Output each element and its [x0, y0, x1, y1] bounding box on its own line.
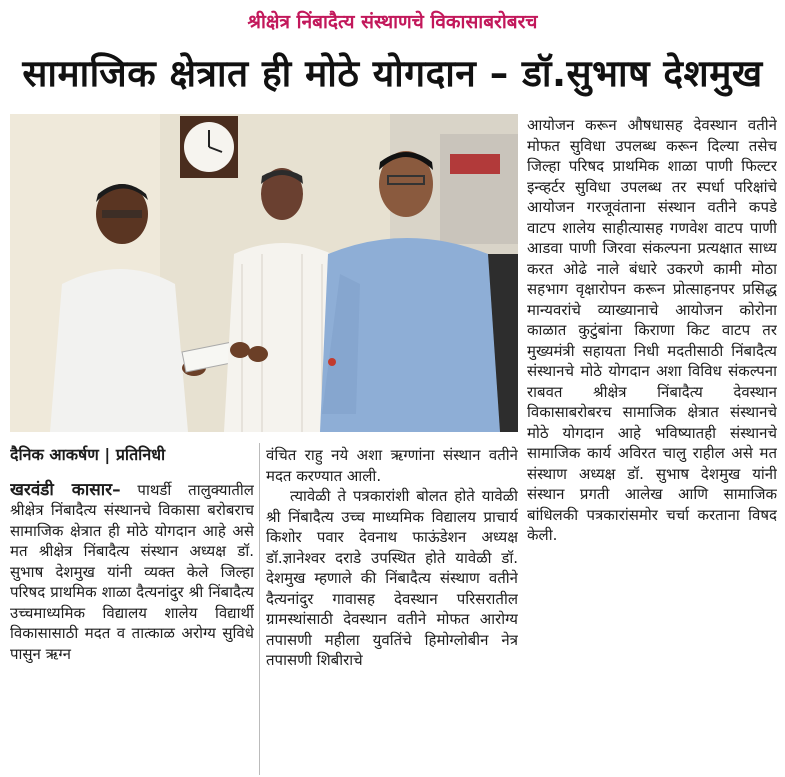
main-headline: सामाजिक क्षेत्रात ही मोठे योगदान – डॉ.सुभाष देशमुख: [22, 52, 763, 95]
dateline: खरवंडी कासार–: [10, 479, 121, 500]
paragraph-initiatives: आयोजन करून औषधासह देवस्थान वतीने मोफत सुविधा उपलब्ध करून दिल्या तसेच जिल्हा परिषद प्राथमिक शाळा पाणी फिल्टर इन्व्हर्टर सुविधा उपलब्ध तर स्पर्धा परिक्षांचे आयोजन गरजूवंताना संस्थान वतीने कपडे वाटप शालेय साहीत्यासह गणवेश वाटप पाणी आडवा पाणी जिरवा संकल्पना प्रत्यक्षात साध्य करत ओढे नाले बंधारे उकरणे कामी मोठा सहभाग वृक्षारोपन करून प्रोत्साहनपर प्रसिद्ध मान्यवरांचे व्याख्यानाचे आयोजन कोरोना काळात कुटुंबांना किराणा किट वाटप तर मुख्यमंत्री सहायता निधी मदतीसाठी निंबादैत्य संस्थानचे मोठे योगदान अशा विविध संकल्पना राबवत श्रीक्षेत्र निंबादैत्य देवस्थान विकासाबरोबरच सामाजिक क्षेत्रात संस्थानचे मोठे योगदान आहे भविष्यातही संस्थानचे सामाजिक कार्य अविरत चालु राहील असे मत संस्थाण अध्यक्ष डॉ. सुभाष देशमुख यांनी संस्थान प्रगती आलेख आणि सामाजिक बांधिलकी पत्रकारांसमोर चर्चा करताना विषद केली.: [527, 116, 777, 544]
article-column-left: [10, 445, 254, 775]
wall-clock-icon: [180, 116, 238, 178]
byline: दैनिक आकर्षण | प्रतिनिधी: [10, 445, 166, 464]
kicker-headline: श्रीक्षेत्र निंबादैत्य संस्थाणचे विकासाबरोबरच: [247, 11, 538, 33]
news-photo: [10, 114, 518, 432]
article-column-middle: [266, 445, 518, 775]
paragraph-press-remarks: त्यावेळी ते पत्रकारांशी बोलत होते यावेळी श्री निंबादैत्य उच्च माध्यमिक विद्यालय प्राचार्य किशोर पवार देवनाथ फाऊंडेशन अध्यक्ष डॉ.ज्ञानेश्वर दराडे उपस्थित होते यावेळी डॉ. देशमुख म्हणाले की निंबादैत्य संस्थाण वतीने दैत्यनांदुर गावासह देवस्थान परिसरातील ग्रामस्थांसाठी देवस्थान वतीने मोफत आरोग्य तपासणी महीला युवतिंचे हिमोग्लोबीन नेत्र तपासणी शिबीराचे: [266, 487, 518, 669]
lead-text: पाथर्डी तालुक्यातील श्रीक्षेत्र निंबादैत्य संस्थानचे विकासा बरोबराच सामाजिक क्षेत्रात ही मोठे योगदान आहे असे मत श्रीक्षेत्र निंबादैत्य संस्थान अध्यक्ष डॉ. सुभाष देशमुख यांनी व्यक्त केले जिल्हा परिषद प्राथमिक शाळा दैत्यनांदुर श्री निंबादैत्य उच्चमाध्यमिक विद्यालय शालेय विद्यार्थी विकासासाठी मदत व तात्काळ अरोग्य सुविधे पासुन ऋग्न: [10, 480, 254, 663]
column-divider: [259, 443, 260, 775]
paragraph-continuation: वंचित राहु नये अशा ऋग्णांना संस्थान वतीने मदत करण्यात आली.: [266, 446, 518, 485]
article-lead-paragraph: [10, 480, 254, 665]
article-column-right: [527, 115, 777, 775]
